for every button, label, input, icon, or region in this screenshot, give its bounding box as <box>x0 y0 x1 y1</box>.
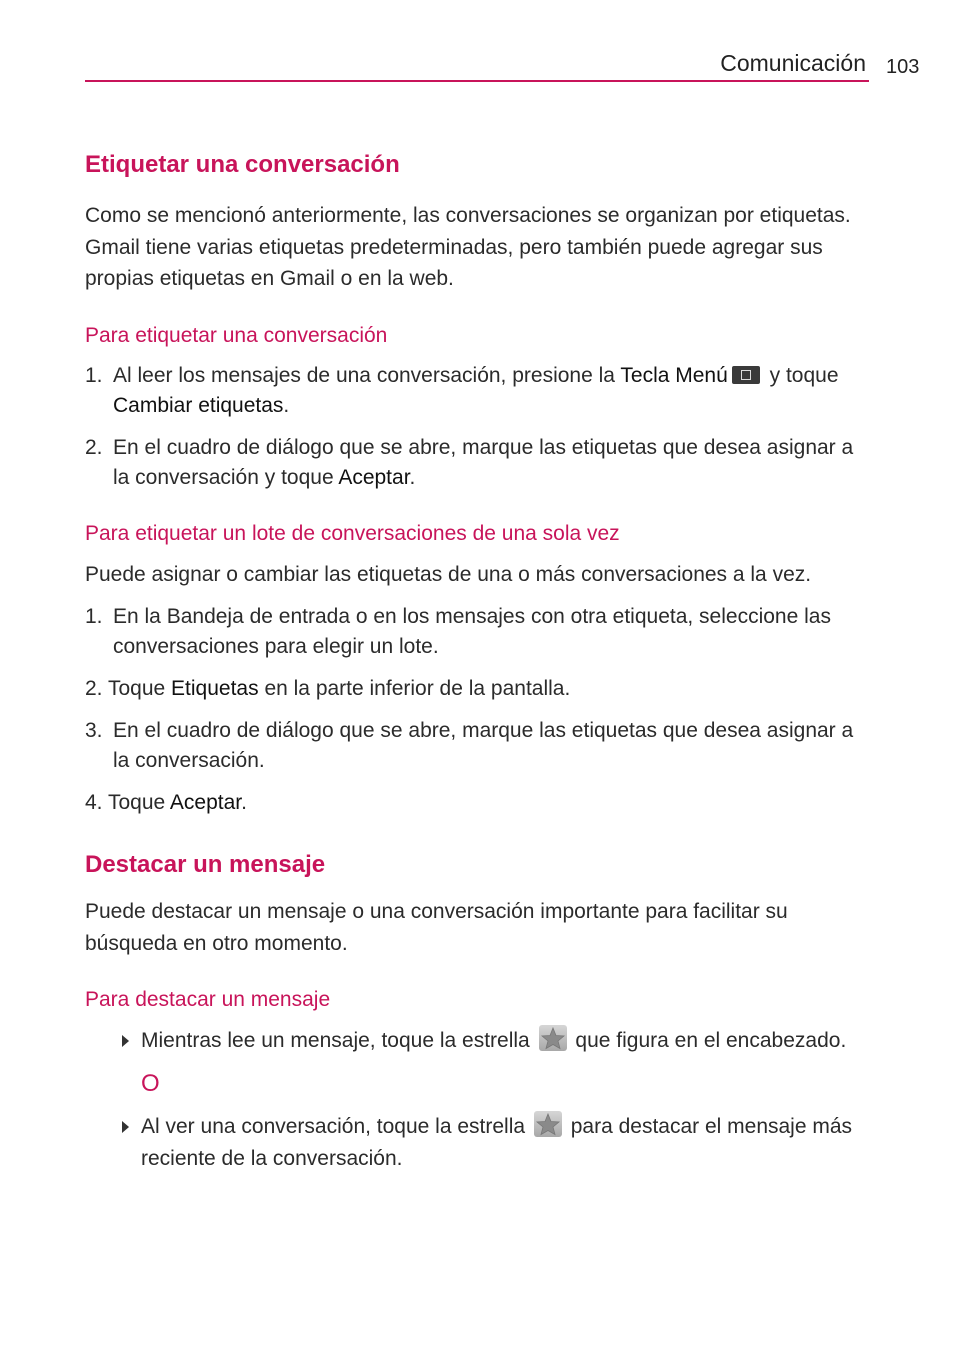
step-text: En el cuadro de diálogo que se abre, marque las etiquetas que desea asignar a la conversación y toque <box>113 435 854 489</box>
ui-term: Aceptar <box>338 465 410 489</box>
list-item <box>85 1025 875 1057</box>
ui-term: Tecla Menú <box>620 363 728 387</box>
bullet-text: Mientras lee un mensaje, toque la estrella <box>141 1029 536 1052</box>
list-item <box>85 716 875 776</box>
bullet-arrow-icon <box>122 1121 129 1133</box>
step-text: en la parte inferior de la pantalla. <box>258 677 571 700</box>
list-item <box>85 602 875 662</box>
menu-key-icon <box>732 366 760 384</box>
header-divider <box>85 80 869 82</box>
subsection-title-etiquetar-lote: Para etiquetar un lote de conversaciones de una sola vez <box>85 521 620 545</box>
step-number: 3. <box>85 719 103 742</box>
bullet-arrow-icon <box>122 1035 129 1047</box>
bullet-text: que figura en el encabezado. <box>569 1029 847 1052</box>
ui-term: Cambiar etiquetas <box>113 393 284 417</box>
step-text: Toque <box>107 677 172 700</box>
list-item <box>85 361 875 421</box>
step-number: 4. <box>85 791 103 814</box>
subsection-title-etiquetar-conversacion: Para etiquetar una conversación <box>85 323 388 347</box>
step-text: . <box>283 393 290 417</box>
page-number: 103 <box>886 56 920 78</box>
bullets-destacar <box>85 1025 875 1057</box>
step-number: 1. <box>85 605 103 628</box>
step-text: . <box>409 465 416 489</box>
section-intro-destacar: Puede destacar un mensaje o una conversación importante para facilitar su búsqueda en otro momento. <box>85 900 788 955</box>
step-text: En el cuadro de diálogo que se abre, marque las etiquetas que desea asignar a la conversación. <box>113 719 854 772</box>
subsection-title-destacar-mensaje: Para destacar un mensaje <box>85 988 331 1011</box>
list-item <box>85 674 875 704</box>
list-item <box>85 1111 875 1175</box>
bullet-text: para destacar el mensaje más reciente de la conversación. <box>141 1115 853 1170</box>
ui-term: Etiquetas <box>171 677 259 700</box>
steps-etiquetar-lote <box>85 602 875 818</box>
step-text: Al leer los mensajes de una conversación, presione la <box>113 363 621 387</box>
step-text: Toque <box>107 791 170 814</box>
step-number: 2. <box>85 677 103 700</box>
bullet-text: Al ver una conversación, toque la estrella <box>141 1115 531 1138</box>
section-title-etiquetar: Etiquetar una conversación <box>85 151 400 178</box>
step-number: 2. <box>85 435 103 459</box>
step-text: y toque <box>763 363 839 387</box>
star-icon <box>539 1025 567 1051</box>
list-item <box>85 433 875 493</box>
list-item <box>85 788 875 818</box>
section-title-destacar: Destacar un mensaje <box>85 851 326 878</box>
star-icon <box>534 1111 562 1137</box>
bullets-destacar-2 <box>85 1111 875 1175</box>
step-text: En la Bandeja de entrada o en los mensajes con otra etiqueta, seleccione las conversaciones para elegir un lote. <box>113 605 831 658</box>
ui-term: Aceptar <box>169 791 242 814</box>
page-content <box>85 148 875 1175</box>
step-text: . <box>241 791 247 814</box>
section-intro-etiquetar: Como se mencionó anteriormente, las conversaciones se organizan por etiquetas. Gmail tiene varias etiquetas predeterminadas, pero también puede agregar sus propias etiquetas en Gmail o en la web. <box>85 204 851 290</box>
header-section-title: Comunicación <box>720 50 866 76</box>
subsection-intro-etiquetar-lote: Puede asignar o cambiar las etiquetas de una o más conversaciones a la vez. <box>85 562 812 586</box>
step-number: 1. <box>85 363 103 387</box>
or-separator: O <box>141 1070 160 1097</box>
steps-etiquetar-conversacion <box>85 361 875 493</box>
